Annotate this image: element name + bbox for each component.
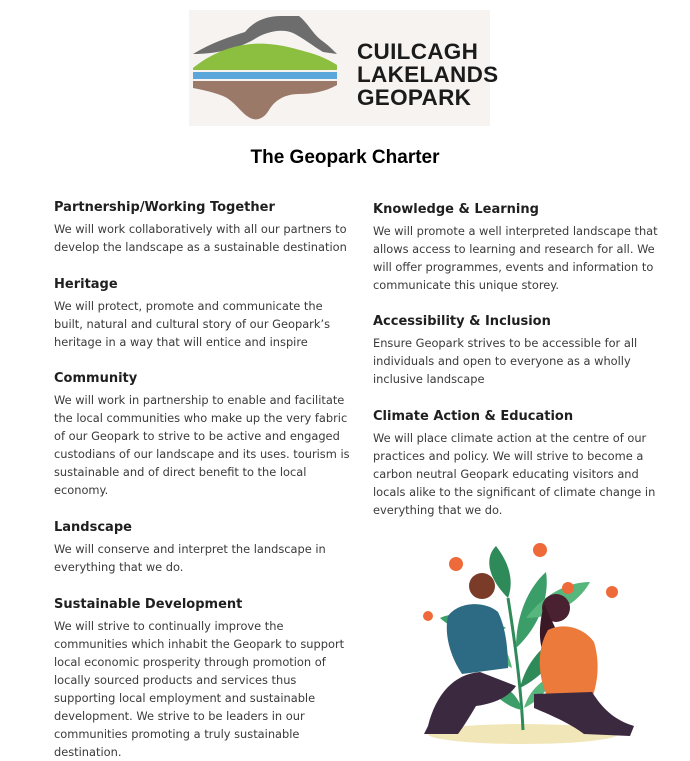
logo-line-2: LAKELANDS xyxy=(357,62,499,87)
page-title: The Geopark Charter xyxy=(250,147,440,168)
man-body-icon xyxy=(447,604,508,674)
section-heading: Landscape xyxy=(54,520,132,535)
section-body: We will work collaboratively with all our partners to develop the landscape as a sustainable destination xyxy=(54,222,347,254)
flower-icon xyxy=(533,543,547,557)
section-landscape xyxy=(54,520,354,576)
section-body: We will promote a well interpreted landscape that allows access to learning and research for all. We will offer programmes, events and information to communicate this unique storey. xyxy=(373,224,658,292)
section-heritage xyxy=(54,277,354,351)
section-body: We will protect, promote and communicate the built, natural and cultural story of our Geopark’s heritage in a way that will entice and inspire xyxy=(54,299,331,349)
section-partnership xyxy=(54,200,354,256)
logo-line-3: GEOPARK xyxy=(357,85,472,110)
section-body: We will strive to continually improve the communities which inhabit the Geopark to support local economic prosperity through promotion of locally sourced products and services thus supporting local employment and sustainable development. We strive to be leaders in our communities promoting a truly sustainable destination. xyxy=(54,619,345,759)
section-heading: Sustainable Development xyxy=(54,597,243,612)
woman-body-icon xyxy=(540,626,598,698)
geopark-logo xyxy=(189,10,499,126)
flower-icon xyxy=(449,557,463,571)
flower-icon xyxy=(562,582,574,594)
section-heading: Accessibility & Inclusion xyxy=(373,314,551,329)
section-heading: Partnership/Working Together xyxy=(54,200,275,215)
section-body: Ensure Geopark strives to be accessible for all individuals and open to everyone as a wholly inclusive landscape xyxy=(373,336,638,386)
geopark-logo-text xyxy=(357,40,498,109)
geopark-logo-mark-icon xyxy=(189,10,339,126)
section-body: We will conserve and interpret the landscape in everything that we do. xyxy=(54,542,326,574)
section-heading: Heritage xyxy=(54,277,118,292)
section-knowledge-learning xyxy=(373,202,673,294)
logo-line-1: CUILCAGH xyxy=(357,39,479,64)
section-sustainable-development xyxy=(54,597,354,761)
section-body: We will work in partnership to enable and facilitate the local communities who make up the very fabric of our Geopark to strive to be active and engaged custodians of our landscape and its uses. tourism is sustainable and of direct benefit to the local economy. xyxy=(54,393,350,497)
flower-icon xyxy=(606,586,618,598)
section-body: We will place climate action at the centre of our practices and policy. We will strive to become a carbon neutral Geopark educating visitors and locals alike to the significant of climate change in everything that we do. xyxy=(373,431,656,517)
section-accessibility-inclusion xyxy=(373,314,673,388)
man-head-icon xyxy=(469,573,495,599)
people-planting-illustration xyxy=(388,538,650,748)
section-heading: Knowledge & Learning xyxy=(373,202,539,217)
section-heading: Community xyxy=(54,371,138,386)
section-climate-action xyxy=(373,409,673,519)
flower-icon xyxy=(423,611,433,621)
section-heading: Climate Action & Education xyxy=(373,409,574,424)
section-community xyxy=(54,371,354,499)
